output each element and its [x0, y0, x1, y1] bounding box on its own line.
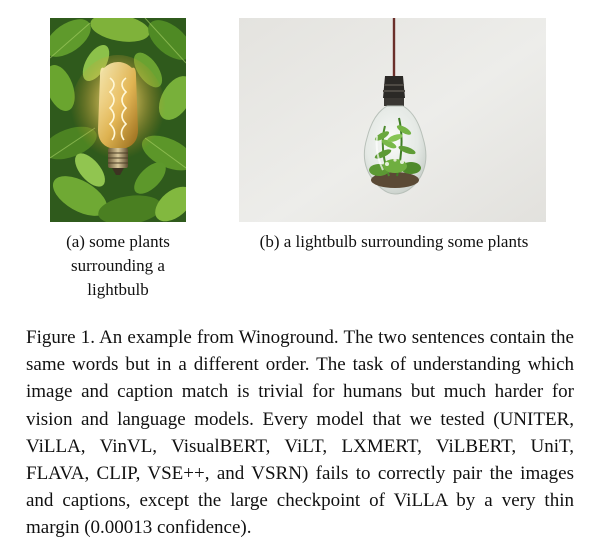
subcaption-a: (a) some plants surrounding a lightbulb	[66, 232, 170, 299]
image-plants-surrounding-lightbulb	[50, 18, 186, 222]
figure-caption: Figure 1. An example from Winoground. The two sentences contain the same words but in a different order. The task of understanding which image and caption match is trivial for humans but much harder for vision and language models. Every model that we tested (UNITER, ViLLA, VinVL, VisualBERT, ViLT, LXMERT, ViLBERT, UniT, FLAVA, CLIP, VSE++, and VSRN) fails to correctly pair the images and captions, except the large checkpoint of ViLLA by a very thin margin (0.00013 confidence).	[26, 327, 574, 539]
image-lightbulb-surrounding-plants	[239, 18, 546, 222]
terrarium-lightbulb-photo	[239, 18, 546, 222]
subcaption-b: (b) a lightbulb surrounding some plants	[259, 232, 529, 251]
leaves-lightbulb-photo	[50, 18, 186, 222]
